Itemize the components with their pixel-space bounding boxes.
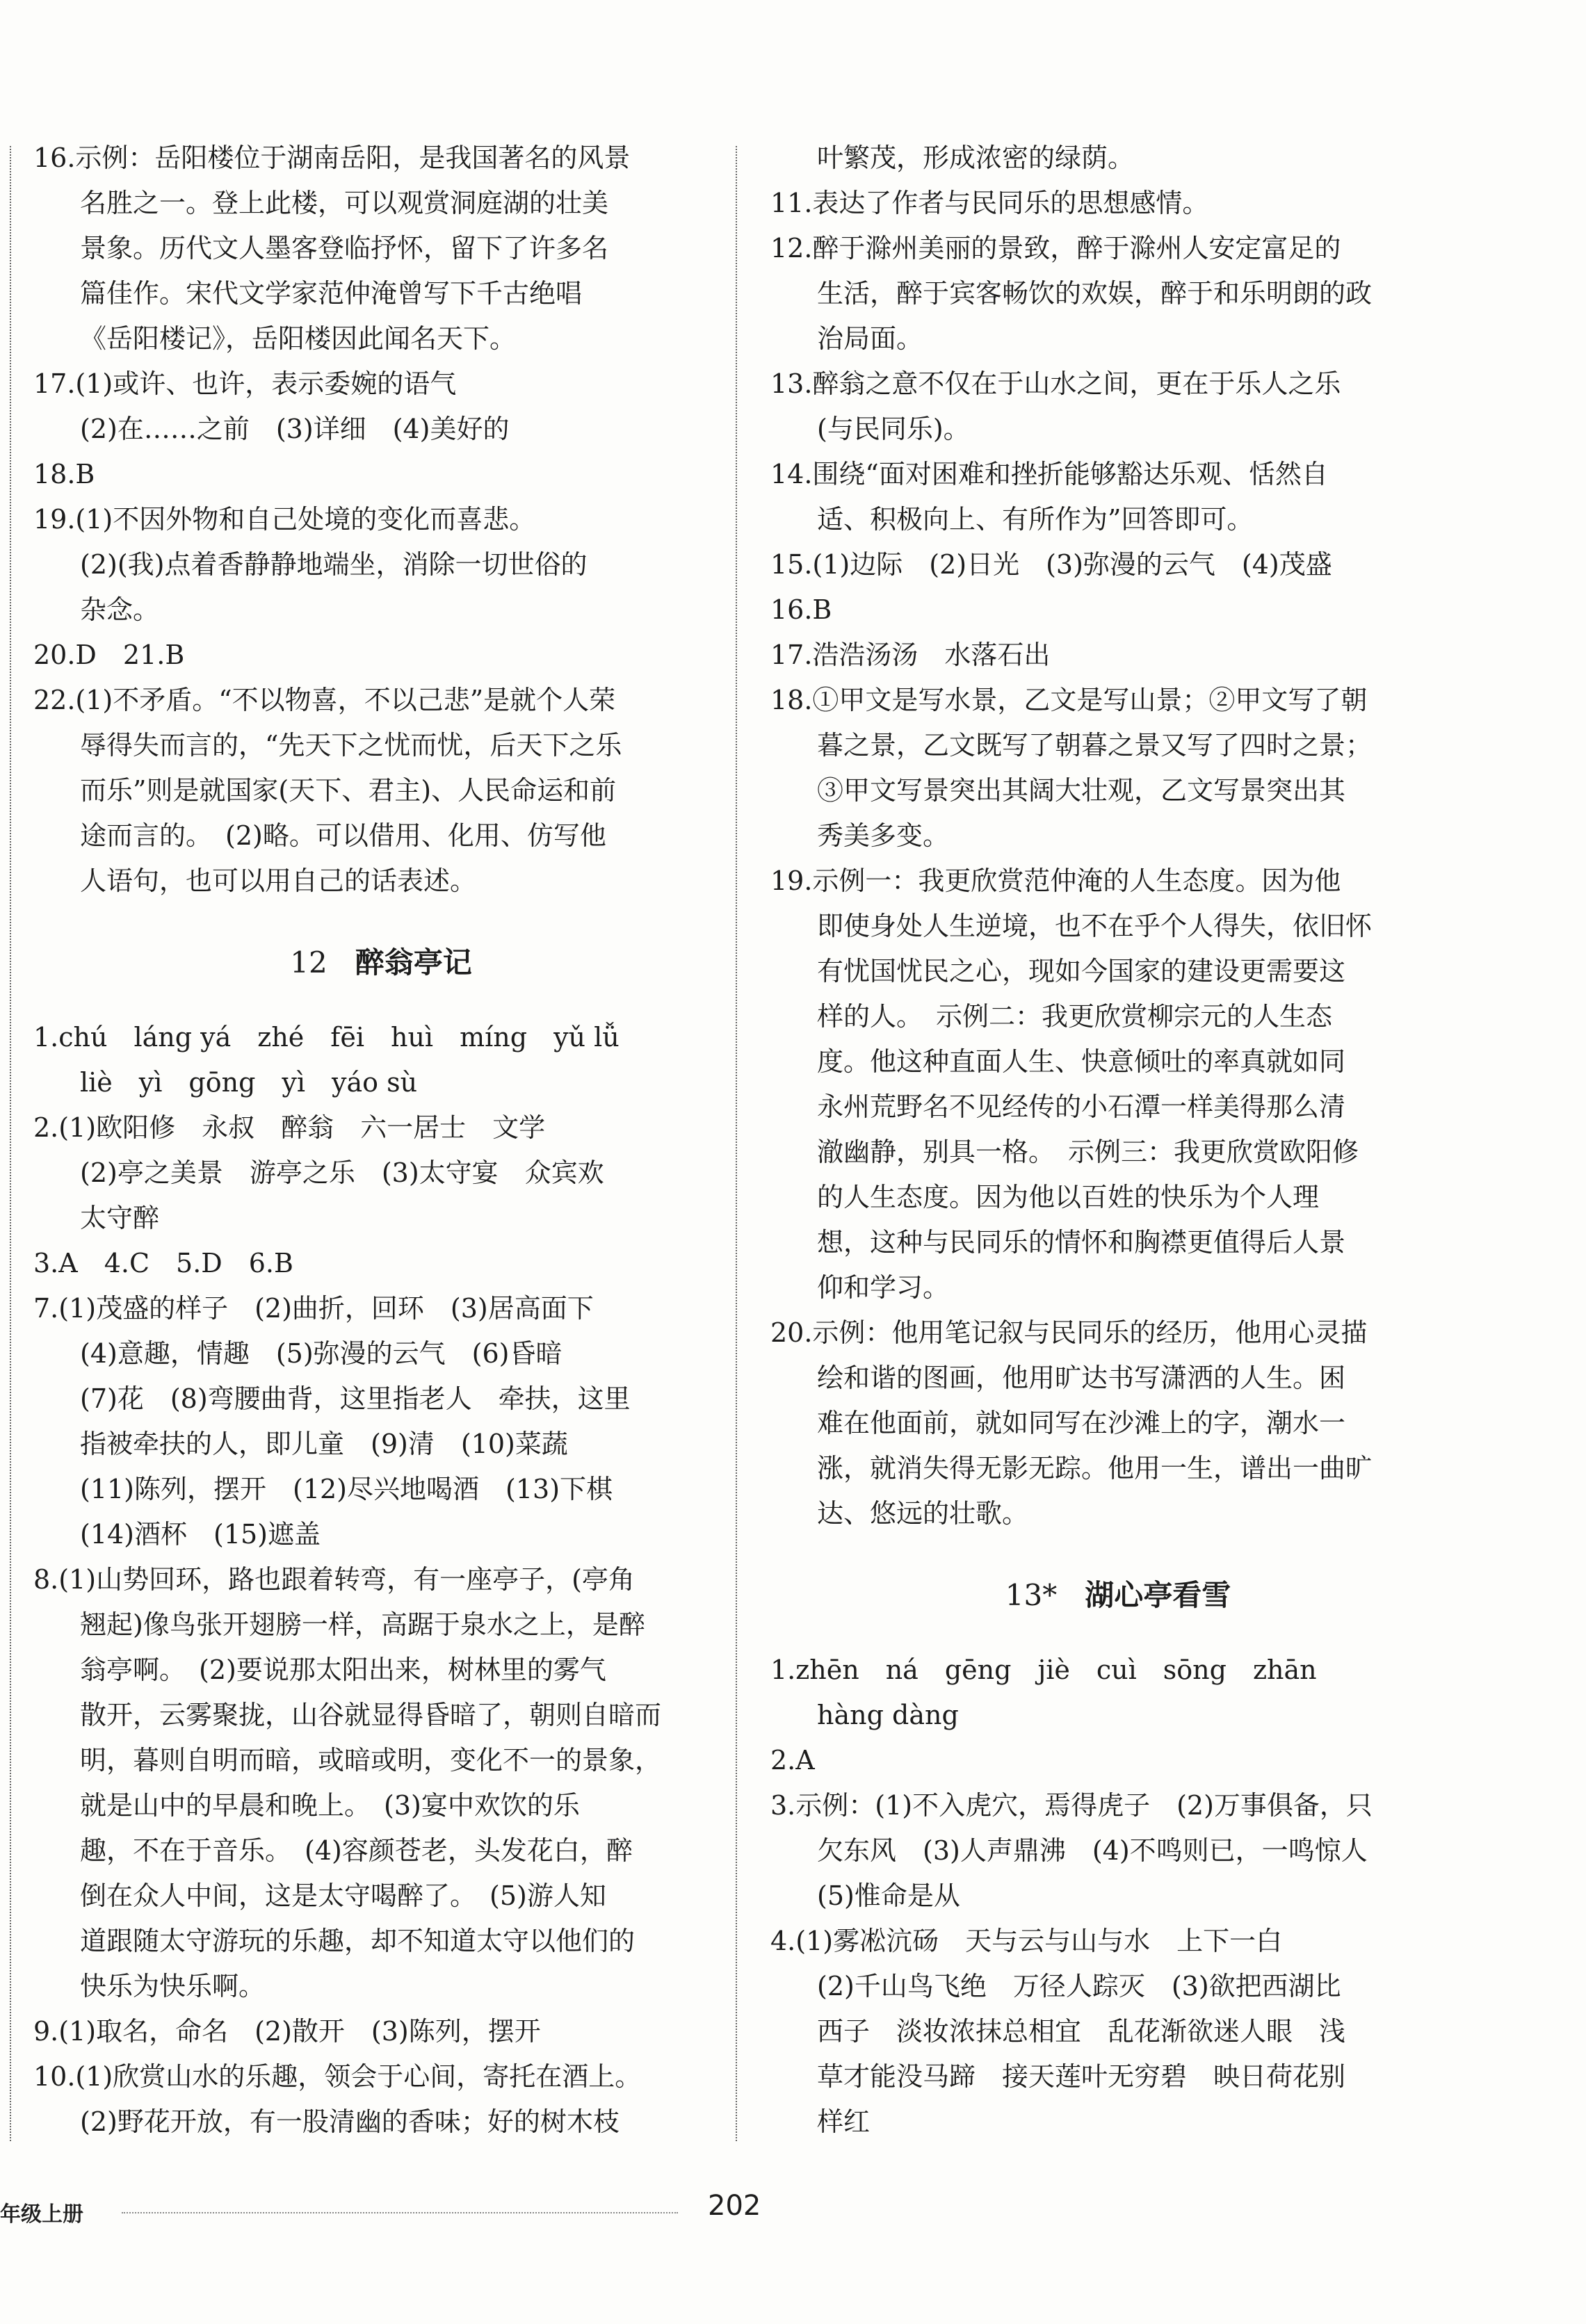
answer-line: 人语句，也可以用自己的话表述。	[80, 866, 477, 896]
section-number: 13*	[1005, 1578, 1058, 1612]
answer-line: 17.浩浩汤汤 水落石出	[770, 640, 1051, 670]
answer-line: 难在他面前，就如同写在沙滩上的字，潮水一	[817, 1408, 1346, 1438]
answer-line: 样的人。 示例二：我更欣赏柳宗元的人生态	[817, 1001, 1333, 1032]
answer-line: (2)野花开放，有一股清幽的香味；好的树木枝	[80, 2106, 620, 2137]
answer-line: 19.(1)不因外物和自己处境的变化而喜悲。	[33, 504, 536, 535]
answer-line: 永州荒野名不见经传的小石潭一样美得那么清	[817, 1091, 1346, 1122]
answer-line: 就是山中的早晨和晚上。 (3)宴中欢饮的乐	[80, 1790, 580, 1821]
answer-line: (14)酒杯 (15)遮盖	[80, 1519, 321, 1550]
answer-line: 1.zhēn ná gēng jiè cuì sōng zhān	[770, 1655, 1317, 1685]
answer-line: 涨，就消失得无影无踪。他用一生，谱出一曲旷	[817, 1453, 1373, 1484]
binding-edge-left	[10, 146, 12, 2141]
answer-line: 澈幽静，别具一格。 示例三：我更欣赏欧阳修	[817, 1137, 1359, 1167]
answer-line: 样红	[817, 2106, 871, 2137]
answer-line: 9.(1)取名，命名 (2)散开 (3)陈列，摆开	[33, 2016, 541, 2047]
answer-line: 20.示例：他用笔记叙与民同乐的经历，他用心灵描	[770, 1317, 1368, 1348]
answer-line: 3.A 4.C 5.D 6.B	[33, 1248, 293, 1278]
answer-line: 22.(1)不矛盾。“不以物喜，不以己悲”是就个人荣	[33, 685, 616, 715]
answer-line: 想，这种与民同乐的情怀和胸襟更值得后人景	[817, 1227, 1346, 1258]
answer-line: 10.(1)欣赏山水的乐趣，领会于心间，寄托在酒上。	[33, 2061, 642, 2092]
answer-line: 翁亭啊。 (2)要说那太阳出来，树林里的雾气	[80, 1655, 606, 1685]
answer-line: 西子 淡妆浓抹总相宜 乱花渐欲迷人眼 浅	[817, 2016, 1346, 2047]
answer-line: 明，暮则自明而暗，或暗或明，变化不一的景象，	[80, 1745, 662, 1775]
answer-line: 倒在众人中间，这是太守喝醉了。 (5)游人知	[80, 1880, 606, 1911]
answer-line: hàng dàng	[817, 1700, 959, 1730]
answer-line: 13.醉翁之意不仅在于山水之间，更在于乐人之乐	[770, 368, 1341, 399]
answer-line: 2.(1)欧阳修 永叔 醉翁 六一居士 文学	[33, 1112, 546, 1143]
column-divider	[736, 146, 738, 2141]
answer-line: 仰和学习。	[817, 1272, 950, 1303]
answer-line: (5)惟命是从	[817, 1880, 960, 1911]
answer-line: 景象。历代文人墨客登临抒怀，留下了许多名	[80, 233, 609, 263]
answer-line: 1.chú láng yá zhé fēi huì míng yǔ lǚ	[33, 1022, 620, 1053]
answer-line: 14.围绕“面对困难和挫折能够豁达乐观、恬然自	[770, 459, 1328, 489]
answer-line: 翘起)像鸟张开翅膀一样，高踞于泉水之上，是醉	[80, 1609, 645, 1640]
answer-line: 快乐为快乐啊。	[80, 1971, 266, 2001]
answer-line: liè yì gōng yì yáo sù	[80, 1067, 418, 1098]
left-column	[33, 136, 729, 2145]
answer-line: 的人生态度。因为他以百姓的快乐为个人理	[817, 1182, 1320, 1212]
answer-line: 途而言的。 (2)略。可以借用、化用、仿写他	[80, 820, 606, 851]
answer-line: 篇佳作。宋代文学家范仲淹曾写下千古绝唱	[80, 278, 583, 309]
answer-line: 4.(1)雾凇沆砀 天与云与山与水 上下一白	[770, 1926, 1283, 1956]
answer-line: 趣，不在于音乐。 (4)容颜苍老，头发花白，醉	[80, 1835, 633, 1866]
answer-line: (4)意趣，情趣 (5)弥漫的云气 (6)昏暗	[80, 1338, 563, 1369]
answer-line: 辱得失而言的，“先天下之忧而忧，后天下之乐	[80, 730, 622, 761]
answer-line: 散开，云雾聚拢，山谷就显得昏暗了，朝则自暗而	[80, 1700, 662, 1730]
answer-line: 暮之景，乙文既写了朝暮之景又写了四时之景；	[817, 730, 1373, 761]
answer-line: (7)花 (8)弯腰曲背，这里指老人 牵扶，这里	[80, 1383, 631, 1414]
answer-line: (11)陈列，摆开 (12)尽兴地喝酒 (13)下棋	[80, 1474, 613, 1504]
answer-line: 欠东风 (3)人声鼎沸 (4)不鸣则已，一鸣惊人	[817, 1835, 1368, 1866]
section-heading	[770, 1564, 1466, 1627]
page-footer	[0, 2190, 1586, 2232]
answer-line: 16.B	[770, 594, 832, 625]
answer-line: ③甲文写景突出其阔大壮观，乙文写景突出其	[817, 775, 1346, 806]
answer-line: 7.(1)茂盛的样子 (2)曲折，回环 (3)居高面下	[33, 1293, 594, 1324]
answer-line: (2)(我)点着香静静地端坐，消除一切世俗的	[80, 549, 588, 580]
answer-line: 8.(1)山势回环，路也跟着转弯，有一座亭子，(亭角	[33, 1564, 635, 1595]
answer-line: 有忧国忧民之心，现如今国家的建设更需要这	[817, 956, 1346, 986]
page-number: 202	[708, 2190, 761, 2222]
section-title: 湖心亭看雪	[1085, 1578, 1231, 1612]
answer-line: 叶繁茂，形成浓密的绿荫。	[817, 143, 1135, 173]
answer-line: 11.表达了作者与民同乐的思想感情。	[770, 188, 1209, 218]
answer-line: (与民同乐)。	[817, 414, 970, 444]
answer-line: 3.示例：(1)不入虎穴，焉得虎子 (2)万事俱备，只	[770, 1790, 1373, 1821]
answer-line: (2)在……之前 (3)详细 (4)美好的	[80, 414, 510, 444]
answer-line: 18.B	[33, 459, 95, 489]
book-title: 年级上册	[0, 2202, 83, 2227]
section-title: 醉翁亭记	[355, 945, 472, 980]
answer-line: 杂念。	[80, 594, 160, 625]
answer-line: 指被牵扶的人，即儿童 (9)清 (10)菜蔬	[80, 1429, 568, 1459]
answer-line: 12.醉于滁州美丽的景致，醉于滁州人安定富足的	[770, 233, 1341, 263]
section-heading	[33, 932, 729, 994]
answer-line: 16.示例：岳阳楼位于湖南岳阳，是我国著名的风景	[33, 143, 631, 173]
answer-line: 绘和谐的图画，他用旷达书写潇洒的人生。困	[817, 1363, 1346, 1393]
answer-line: 2.A	[770, 1745, 815, 1775]
answer-line: 度。他这种直面人生、快意倾吐的率真就如同	[817, 1046, 1346, 1077]
answer-line: 而乐”则是就国家(天下、君主)、人民命运和前	[80, 775, 617, 806]
answer-line: 达、悠远的壮歌。	[817, 1498, 1029, 1529]
answer-line: 名胜之一。登上此楼，可以观赏洞庭湖的壮美	[80, 188, 609, 218]
section-number: 12	[290, 945, 327, 980]
answer-line: (2)千山鸟飞绝 万径人踪灭 (3)欲把西湖比	[817, 1971, 1341, 2001]
answer-line: 15.(1)边际 (2)日光 (3)弥漫的云气 (4)茂盛	[770, 549, 1332, 580]
answer-line: 生活，醉于宾客畅饮的欢娱，醉于和乐明朗的政	[817, 278, 1373, 309]
footer-rule	[122, 2212, 678, 2213]
answer-line: 适、积极向上、有所作为”回答即可。	[817, 504, 1254, 535]
answer-line: 道跟随太守游玩的乐趣，却不知道太守以他们的	[80, 1926, 636, 1956]
answer-line: 秀美多变。	[817, 820, 950, 851]
answer-line: 《岳阳楼记》，岳阳楼因此闻名天下。	[80, 323, 517, 354]
answer-line: 18.①甲文是写水景，乙文是写山景；②甲文写了朝	[770, 685, 1368, 715]
answer-line: 即使身处人生逆境，也不在乎个人得失，依旧怀	[817, 911, 1373, 941]
answer-line: (2)亭之美景 游亭之乐 (3)太守宴 众宾欢	[80, 1157, 604, 1188]
answer-line: 17.(1)或许、也许，表示委婉的语气	[33, 368, 457, 399]
answer-line: 20.D 21.B	[33, 640, 185, 670]
answer-line: 19.示例一：我更欣赏范仲淹的人生态度。因为他	[770, 866, 1341, 896]
right-column	[770, 136, 1466, 2145]
answer-line: 治局面。	[817, 323, 923, 354]
answer-line: 草才能没马蹄 接天莲叶无穷碧 映日荷花别	[817, 2061, 1346, 2092]
answer-line: 太守醉	[80, 1203, 160, 1233]
